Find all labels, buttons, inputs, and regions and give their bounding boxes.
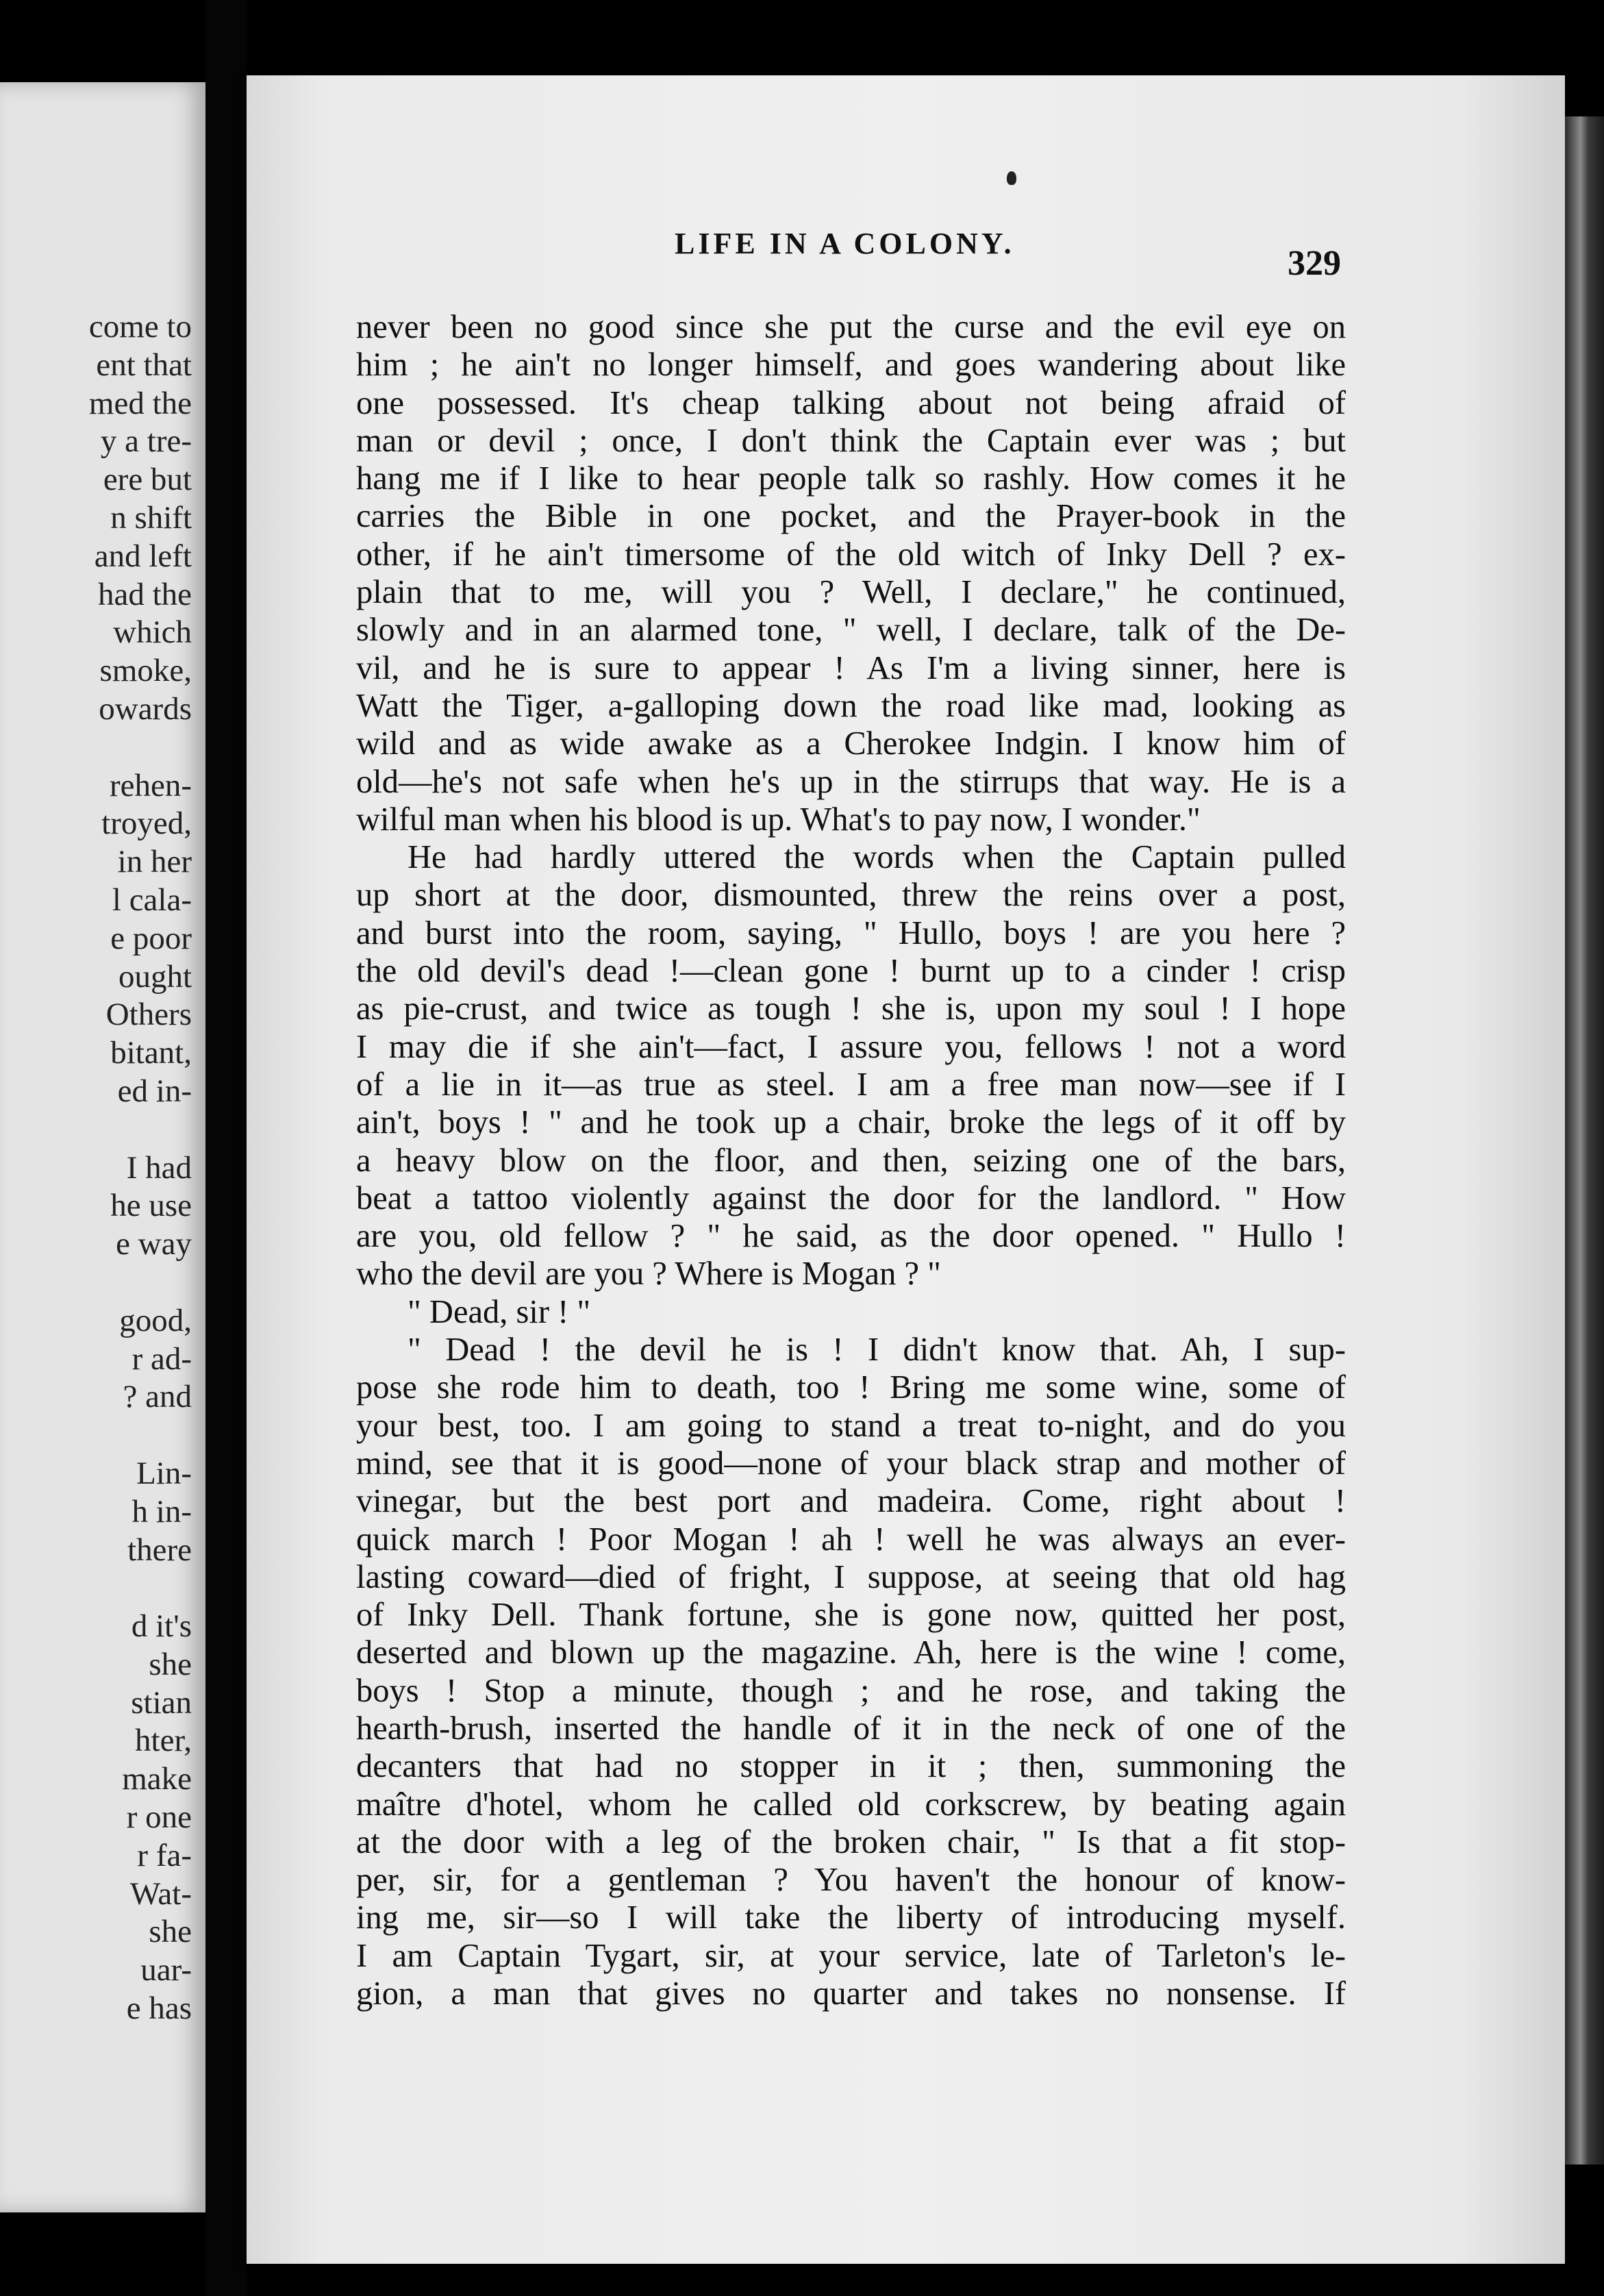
left-page-line: come to — [88, 309, 192, 345]
left-page-line — [89, 1417, 192, 1455]
text-line: maître d'hotel, whom he called old corkscrew, by beating again — [356, 1786, 1346, 1823]
page-stack-edge — [1565, 116, 1604, 2164]
left-page-line: ought — [118, 958, 192, 995]
text-line: " Dead, sir ! " — [408, 1293, 591, 1330]
text-line: Watt the Tiger, a-galloping down the road like mad, looking as — [356, 687, 1346, 724]
book-gutter — [205, 0, 247, 2296]
text-line: who the devil are you ? Where is Mogan ? " — [356, 1256, 941, 1293]
text-line: lasting coward—died of fright, I suppose, at seeing that old hag — [356, 1558, 1346, 1595]
left-page-line: he use — [110, 1188, 192, 1224]
left-page-line: l cala- — [112, 882, 192, 918]
text-line: I may die if she ain't—fact, I assure you, fellows ! not a word — [356, 1028, 1346, 1065]
left-page-line: troyed, — [101, 806, 192, 842]
left-page-line: e has — [126, 1991, 192, 2027]
left-page-line: had the — [97, 576, 192, 612]
text-line: your best, too. I am going to stand a treat to-night, and do you — [356, 1407, 1346, 1444]
text-line: wilful man when his blood is up. What's to pay now, I wonder." — [356, 801, 1201, 838]
left-page-line — [89, 1264, 192, 1302]
left-page-line: smoke, — [99, 653, 192, 689]
left-page-line: good, — [119, 1302, 192, 1338]
left-page-line: med the — [88, 385, 192, 421]
left-page-line: make — [122, 1761, 192, 1797]
left-page-line: n shift — [110, 499, 192, 536]
left-page-line: in her — [117, 844, 192, 880]
left-page-line: e poor — [110, 920, 192, 956]
text-line: hearth-brush, inserted the handle of it in the neck of one of the — [356, 1710, 1346, 1747]
left-page-line — [89, 729, 192, 767]
text-line: quick march ! Poor Mogan ! ah ! well he was always an ever- — [356, 1521, 1346, 1558]
left-page-line: e way — [116, 1226, 192, 1262]
text-line: mind, see that it is good—none of your black strap and mother of — [356, 1445, 1346, 1482]
left-page-line: Others — [105, 997, 192, 1033]
left-page-line: bitant, — [110, 1035, 192, 1071]
text-line: " Dead ! the devil he is ! I didn't know that. Ah, I sup- — [408, 1332, 1346, 1369]
text-line: and burst into the room, saying, " Hullo, boys ! are you here ? — [356, 914, 1346, 951]
left-page-line: uar- — [140, 1952, 192, 1988]
left-page-line: ere but — [103, 462, 192, 498]
printer-ornament-icon — [1007, 171, 1016, 185]
running-head: LIFE IN A COLONY. — [675, 227, 1015, 260]
text-line: old—he's not safe when he's up in the stirrups that way. He is a — [356, 763, 1346, 800]
text-line: I am Captain Tygart, sir, at your service, late of Tarleton's le- — [356, 1937, 1346, 1974]
left-page-edge — [0, 82, 205, 2212]
left-page-line: owards — [99, 690, 192, 727]
text-line: deserted and blown up the magazine. Ah, here is the wine ! come, — [356, 1634, 1346, 1671]
text-line: at the door with a leg of the broken chair, " Is that a fit stop- — [356, 1823, 1346, 1860]
left-page-line — [89, 1569, 192, 1608]
left-page-line: r one — [126, 1799, 192, 1836]
text-line: wild and as wide awake as a Cherokee Indgin. I know him of — [356, 725, 1346, 762]
left-page-text-fragments — [89, 308, 192, 2028]
left-page-line: ent that — [96, 347, 192, 383]
left-page-line: she — [149, 1646, 192, 1682]
text-line: one possessed. It's cheap talking about not being afraid of — [356, 384, 1346, 421]
left-page-line: r ad- — [131, 1340, 192, 1377]
text-line: of a lie in it—as true as steel. I am a free man now—see if I — [356, 1066, 1346, 1103]
text-line: pose she rode him to death, too ! Bring me some wine, some of — [356, 1369, 1346, 1406]
left-page-line: Lin- — [136, 1455, 192, 1491]
page-number: 329 — [1288, 244, 1341, 283]
left-page-line: h in- — [131, 1493, 192, 1530]
body-text — [356, 308, 1346, 2012]
left-page-line: there — [127, 1532, 192, 1568]
text-line: up short at the door, dismounted, threw the reins over a post, — [356, 877, 1346, 914]
text-line: per, sir, for a gentleman ? You haven't the honour of know- — [356, 1862, 1346, 1899]
text-line: hang me if I like to hear people talk so rashly. How comes it he — [356, 460, 1346, 497]
text-line: man or devil ; once, I don't think the Captain ever was ; but — [356, 422, 1346, 459]
left-page-line — [89, 1111, 192, 1149]
text-line: him ; he ain't no longer himself, and goes wandering about like — [356, 347, 1346, 384]
text-line: are you, old fellow ? " he said, as the door opened. " Hullo ! — [356, 1218, 1346, 1255]
text-line: never been no good since she put the curse and the evil eye on — [356, 309, 1346, 345]
text-line: vil, and he is sure to appear ! As I'm a living sinner, here is — [356, 649, 1346, 686]
text-line: ing me, sir—so I will take the liberty of introducing myself. — [356, 1899, 1346, 1936]
text-line: carries the Bible in one pocket, and the Prayer-book in the — [356, 498, 1346, 535]
text-line: plain that to me, will you ? Well, I declare," he continued, — [356, 574, 1346, 611]
left-page-line: and left — [94, 538, 192, 574]
left-page-line: rehen- — [109, 767, 192, 803]
text-line: slowly and in an alarmed tone, " well, I declare, talk of the De- — [356, 612, 1346, 649]
left-page-line: ? and — [123, 1379, 192, 1415]
left-page-line: which — [113, 614, 192, 651]
left-page-line: stian — [131, 1684, 192, 1721]
text-line: beat a tattoo violently against the door for the landlord. " How — [356, 1180, 1346, 1216]
left-page-line: r fa- — [137, 1837, 192, 1873]
left-page-line: I had — [126, 1149, 192, 1186]
left-page-line: y a tre- — [100, 423, 192, 460]
text-line: He had hardly uttered the words when the Captain pulled — [408, 839, 1346, 876]
left-page-line: she — [149, 1914, 192, 1950]
text-line: boys ! Stop a minute, though ; and he rose, and taking the — [356, 1672, 1346, 1709]
left-page-line: ed in- — [117, 1073, 192, 1109]
text-line: of Inky Dell. Thank fortune, she is gone now, quitted her post, — [356, 1597, 1346, 1634]
text-line: decanters that had no stopper in it ; then, summoning the — [356, 1748, 1346, 1785]
text-line: vinegar, but the best port and madeira. Come, right about ! — [356, 1483, 1346, 1520]
left-page-line: hter, — [135, 1723, 192, 1759]
text-line: the old devil's dead !—clean gone ! burnt up to a cinder ! crisp — [356, 953, 1346, 990]
text-line: gion, a man that gives no quarter and takes no nonsense. If — [356, 1975, 1346, 2012]
left-page-line: d it's — [131, 1608, 192, 1645]
text-line: as pie-crust, and twice as tough ! she is, upon my soul ! I hope — [356, 990, 1346, 1027]
text-line: a heavy blow on the floor, and then, seizing one of the bars, — [356, 1142, 1346, 1179]
text-line: other, if he ain't timersome of the old witch of Inky Dell ? ex- — [356, 536, 1346, 573]
text-line: ain't, boys ! " and he took up a chair, broke the legs of it off by — [356, 1104, 1346, 1141]
left-page-line: Wat- — [129, 1875, 192, 1912]
